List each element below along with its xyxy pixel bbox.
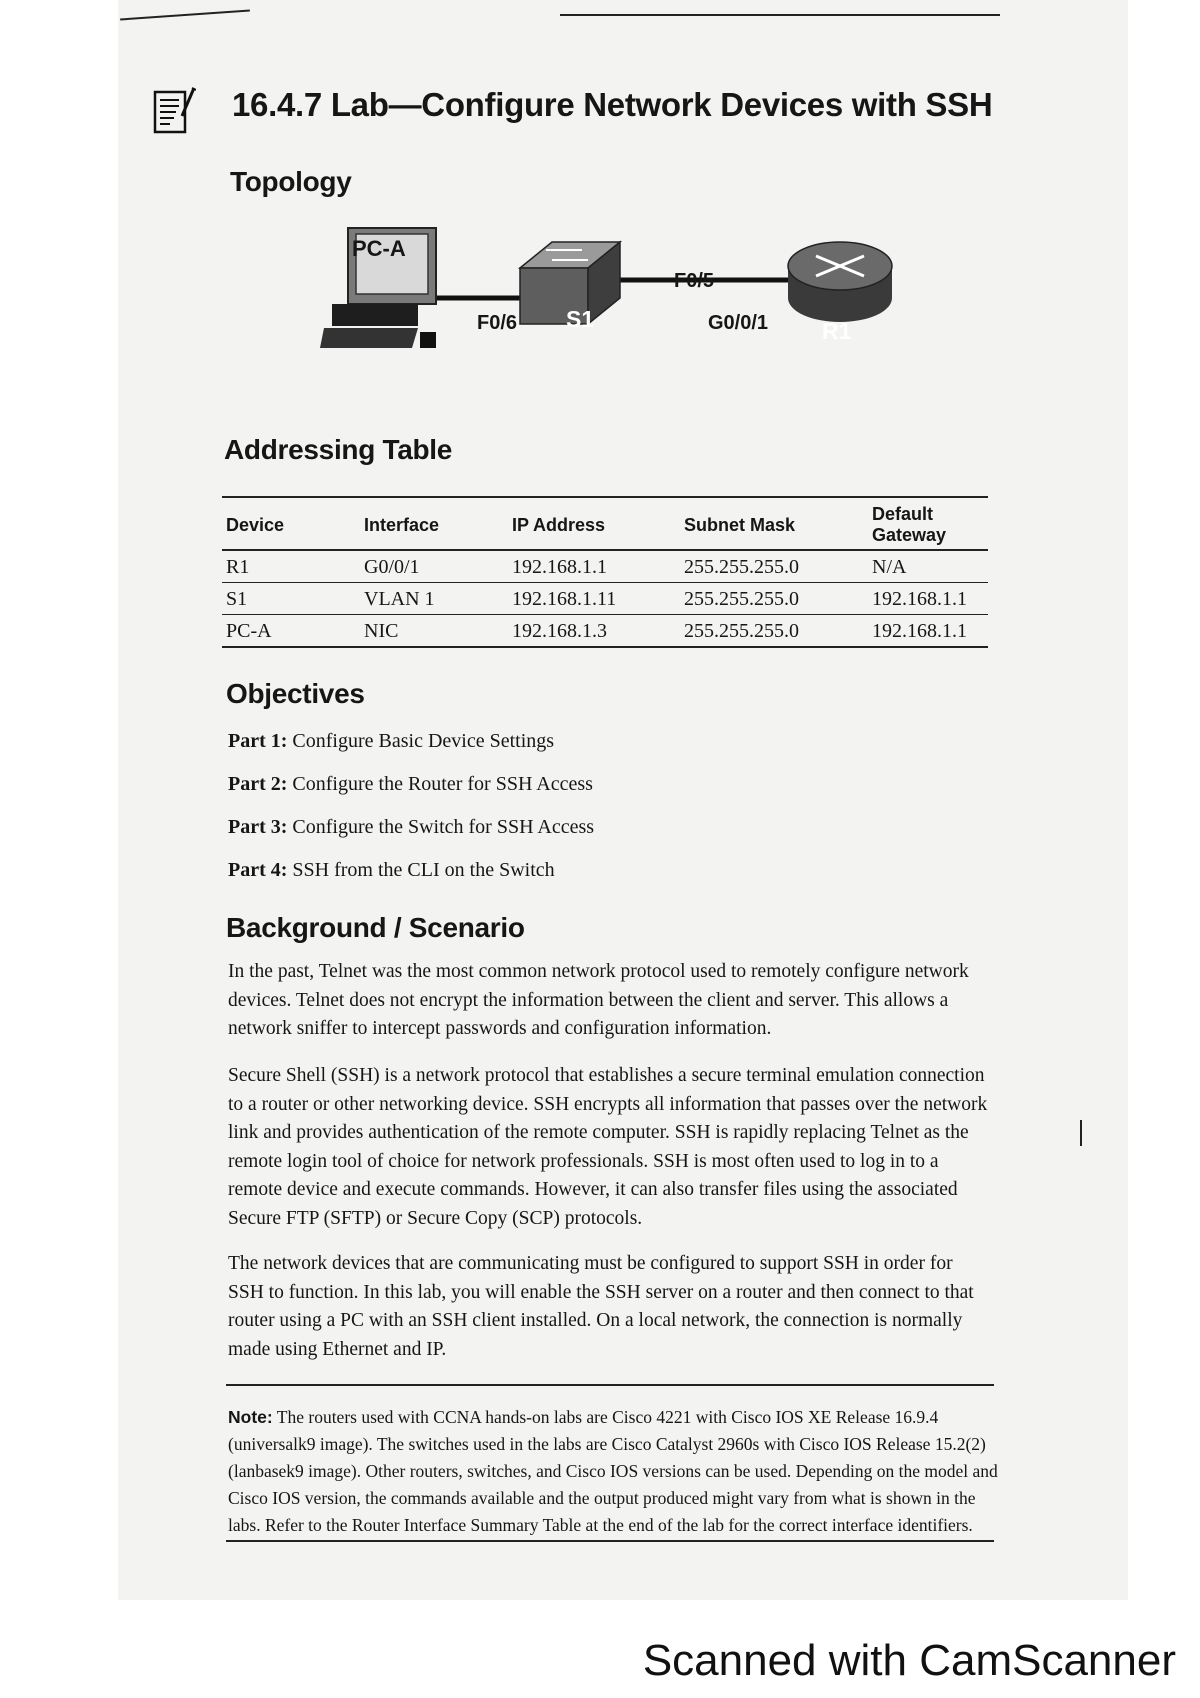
note-text: The routers used with CCNA hands-on labs are Cisco 4221 with Cisco IOS XE Release 16.9.4 (universalk9 image). The switches used in the labs are Cisco Catalyst 2960s with Cisco IOS Release 15.2(2) (lanbasek9 image). Other routers, switches, and Cisco IOS versions can be used. Depending on the model and Cisco IOS version, the commands available and the output produced might vary from what is shown in the labs. Refer to the Router Interface Summary Table at the end of the lab for the correct interface identifiers. xyxy=(228,1407,998,1535)
table-cell: S1 xyxy=(222,583,360,615)
column-header: Device xyxy=(222,497,360,550)
table-cell: 192.168.1.1 xyxy=(508,550,680,583)
column-header: IP Address xyxy=(508,497,680,550)
pc-label: PC-A xyxy=(352,236,406,261)
objective-item xyxy=(228,773,593,796)
router-port-label: G0/0/1 xyxy=(708,312,769,334)
table-cell: 192.168.1.11 xyxy=(508,583,680,615)
background-paragraph: In the past, Telnet was the most common network protocol used to remotely configure network devices. Telnet does not encrypt the information between the client and server. This allows a network sniffer to intercept passwords and configuration information. xyxy=(228,961,969,1039)
objective-item xyxy=(228,730,554,753)
note-block xyxy=(228,1404,1004,1539)
objective-item xyxy=(228,859,555,882)
router-icon xyxy=(788,242,892,322)
table-row xyxy=(222,583,988,615)
page-title: 16.4.7 Lab—Configure Network Devices with SSH xyxy=(232,86,993,123)
table-cell: G0/0/1 xyxy=(360,550,508,583)
table-row xyxy=(222,615,988,648)
pc-port-label: F0/6 xyxy=(477,312,518,334)
addressing-table-heading: Addressing Table xyxy=(224,434,453,465)
switch-label: S1 xyxy=(566,306,595,332)
objective-part: Part 4: xyxy=(228,859,288,881)
router-label: R1 xyxy=(822,318,852,344)
objective-item xyxy=(228,816,594,839)
scan-edge-line xyxy=(1080,1120,1082,1146)
objectives-heading: Objectives xyxy=(226,678,365,709)
table-cell: 192.168.1.1 xyxy=(868,583,988,615)
switch-port-label: F0/5 xyxy=(674,270,715,292)
objective-text: SSH from the CLI on the Switch xyxy=(292,859,555,881)
table-cell: 192.168.1.3 xyxy=(508,615,680,648)
objective-text: Configure the Router for SSH Access xyxy=(292,773,593,795)
table-cell: 255.255.255.0 xyxy=(680,550,868,583)
addressing-table xyxy=(222,496,988,648)
table-cell: VLAN 1 xyxy=(360,583,508,615)
column-header: Subnet Mask xyxy=(680,497,868,550)
objective-part: Part 1: xyxy=(228,730,288,752)
background-heading: Background / Scenario xyxy=(226,912,525,943)
camscanner-watermark: Scanned with CamScanner xyxy=(642,1636,1176,1685)
objective-text: Configure the Switch for SSH Access xyxy=(292,816,595,838)
table-cell: N/A xyxy=(868,550,988,583)
note-label: Note: xyxy=(228,1407,273,1427)
note-top-rule xyxy=(226,1384,994,1386)
topology-heading: Topology xyxy=(230,166,352,197)
table-cell: 255.255.255.0 xyxy=(680,615,868,648)
table-cell: R1 xyxy=(222,550,360,583)
column-header: Default Gateway xyxy=(868,497,988,550)
note-bottom-rule xyxy=(226,1540,994,1542)
objective-text: Configure Basic Device Settings xyxy=(292,730,555,752)
background-paragraph: Secure Shell (SSH) is a network protocol that establishes a secure terminal emulation connection to a router or other networking device. SSH encrypts all information that passes over the network link and provides authentication of the remote computer. SSH is rapidly replacing Telnet as the remote login tool of choice for network professionals. SSH is most often used to log in to a remote device and execute commands. However, it can also transfer files using the associated Secure FTP (SFTP) or Secure Copy (SCP) protocols. xyxy=(228,1065,988,1229)
table-cell: 192.168.1.1 xyxy=(868,615,988,648)
objective-part: Part 3: xyxy=(228,816,288,838)
scan-edge-line xyxy=(560,14,1000,16)
table-row xyxy=(222,550,988,583)
table-cell: 255.255.255.0 xyxy=(680,583,868,615)
table-cell: NIC xyxy=(360,615,508,648)
table-header-row xyxy=(222,497,988,550)
column-header: Interface xyxy=(360,497,508,550)
table-cell: PC-A xyxy=(222,615,360,648)
objective-part: Part 2: xyxy=(228,773,288,795)
background-paragraph: The network devices that are communicating must be configured to support SSH in order for SSH to function. In this lab, you will enable the SSH server on a router and then connect to that router using a PC with an SSH client installed. On a local network, the connection is normally made using Ethernet and IP. xyxy=(228,1253,974,1360)
topology-diagram xyxy=(320,220,920,370)
lab-notepad-icon xyxy=(152,86,196,136)
